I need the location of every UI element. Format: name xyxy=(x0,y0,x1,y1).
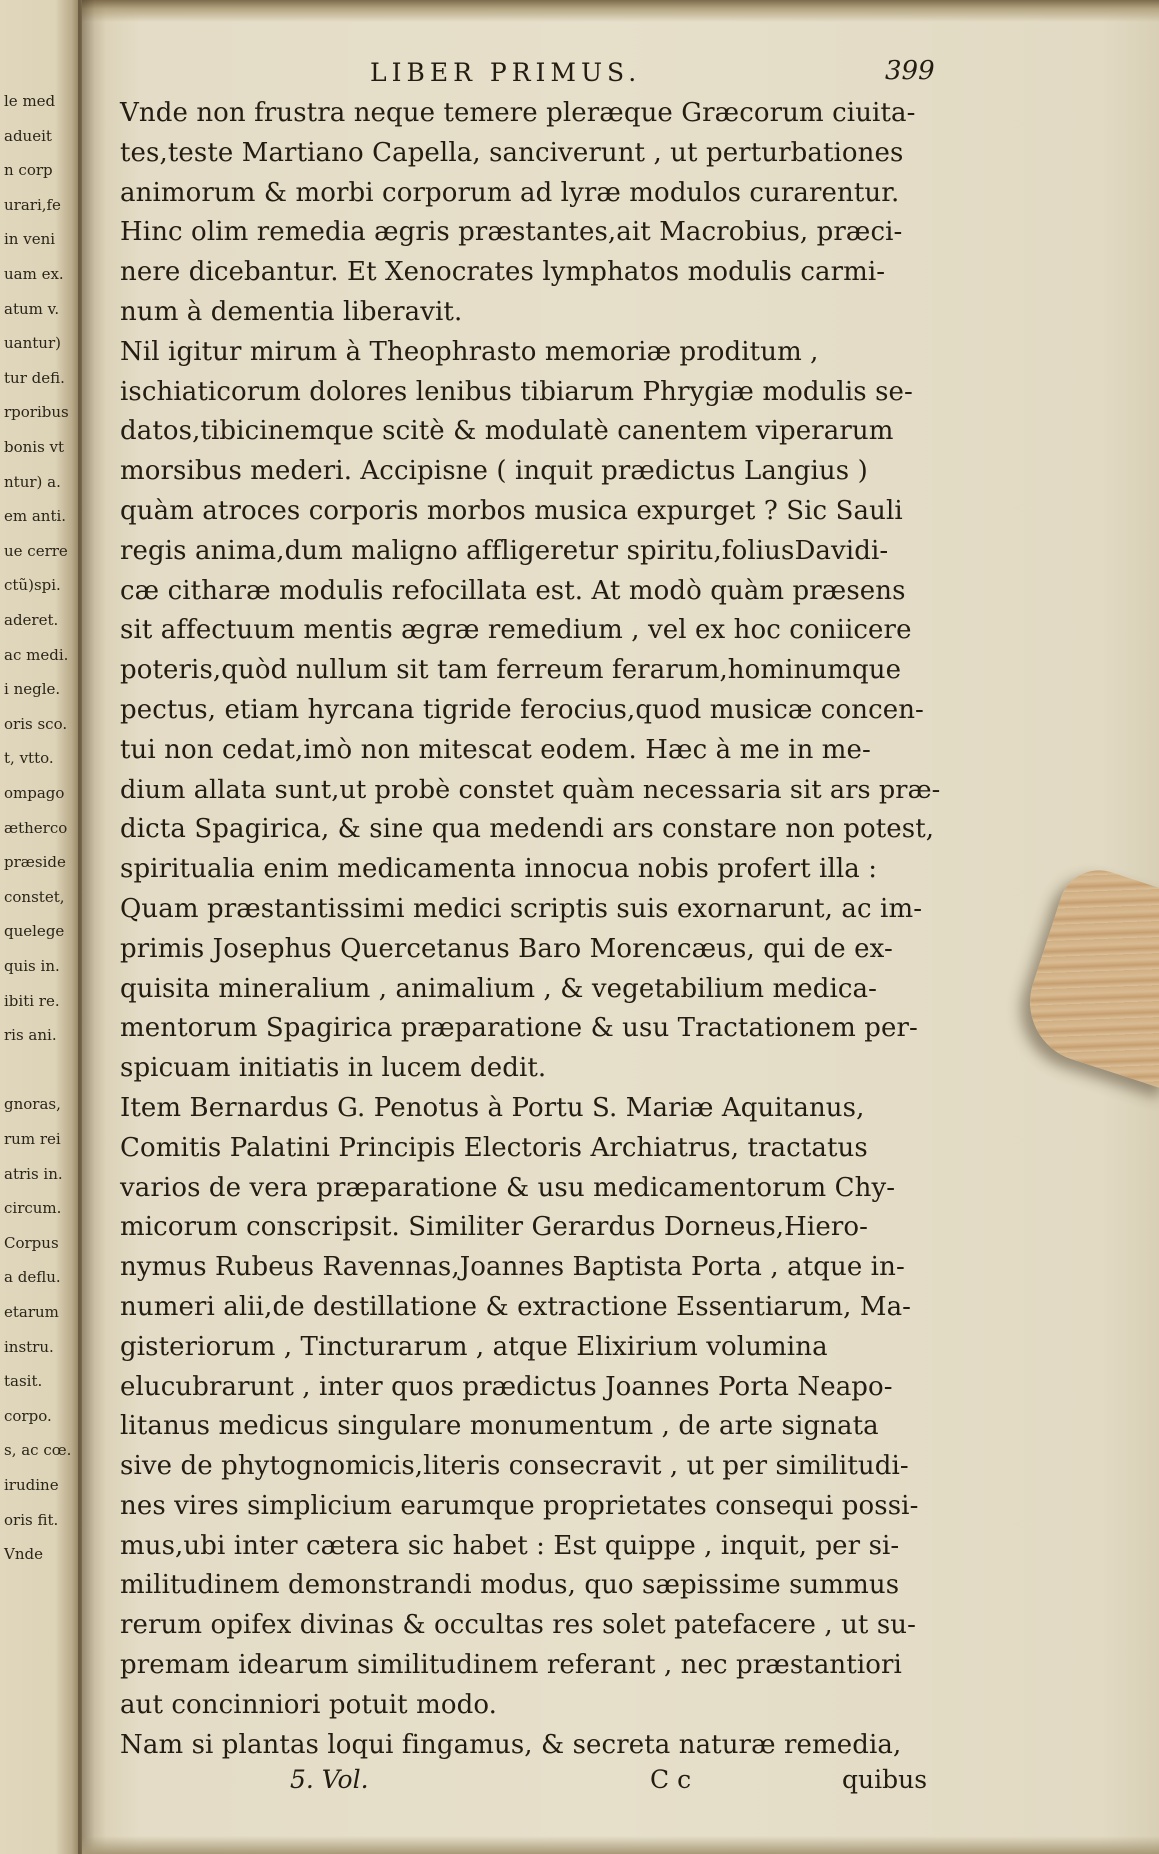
left-page-fragment: constet, xyxy=(4,887,65,906)
book-gutter-shadow xyxy=(78,0,106,1854)
text-line: Item Bernardus G. Penotus à Portu S. Mariæ Aquitanus, xyxy=(120,1092,865,1123)
wooden-page-holder xyxy=(1015,860,1159,1090)
text-line: animorum & morbi corporum ad lyræ modulos curarentur. xyxy=(120,177,900,208)
left-page-fragment: n corp xyxy=(4,161,53,180)
catchword: quibus xyxy=(842,1765,928,1795)
volume-signature: 5. Vol. xyxy=(290,1765,369,1795)
text-line: varios de vera præparatione & usu medicamentorum Chy- xyxy=(120,1172,896,1203)
text-line: micorum conscripsit. Similiter Gerardus Dorneus,Hiero- xyxy=(120,1212,868,1243)
text-line: nere dicebantur. Et Xenocrates lymphatos modulis carmi- xyxy=(120,257,886,288)
text-line: datos,tibicinemque scitè & modulatè canentem viperarum xyxy=(120,416,894,447)
text-line: sive de phytognomicis,literis consecravit , ut per similitudi- xyxy=(120,1451,909,1482)
text-line: spiritualia enim medicamenta innocua nobis profert illa : xyxy=(120,854,878,885)
text-line: num à dementia liberavit. xyxy=(120,296,463,327)
left-page-fragment: uantur) xyxy=(4,334,61,353)
left-page-fragment: le med xyxy=(4,92,56,110)
left-page-fragment: s, ac cœ. xyxy=(4,1441,72,1460)
left-page-fragment: circum. xyxy=(4,1199,62,1218)
text-line: poteris,quòd nullum sit tam ferreum ferarum,hominumque xyxy=(120,655,902,686)
text-line: regis anima,dum maligno affligeretur spiritu,foliusDavidi- xyxy=(120,535,889,566)
text-line: sit affectuum mentis ægræ remedium , vel ex hoc coniicere xyxy=(120,615,912,646)
text-line: premam idearum similitudinem referant , nec præstantiori xyxy=(120,1650,902,1681)
left-page-fragment: gnoras, xyxy=(4,1095,61,1114)
text-line: morsibus mederi. Accipisne ( inquit prædictus Langius ) xyxy=(120,456,868,487)
left-page-fragment: præside xyxy=(4,853,66,872)
left-page-fragment: Vnde xyxy=(4,1545,43,1564)
text-line: Comitis Palatini Principis Electoris Archiatrus, tractatus xyxy=(120,1132,868,1163)
gathering-mark: C c xyxy=(650,1765,692,1795)
left-page-fragment: quis in. xyxy=(4,957,60,975)
text-line: pectus, etiam hyrcana tigride ferocius,quod musicæ concen- xyxy=(120,694,924,725)
text-line: nes vires simplicium earumque proprietates consequi possi- xyxy=(120,1490,919,1521)
text-line: dium allata sunt,ut probè constet quàm necessaria sit ars præ- xyxy=(120,774,941,805)
left-page-fragment: instru. xyxy=(4,1337,54,1356)
running-head: LIBER PRIMUS. xyxy=(370,58,642,87)
left-page-fragment: ætherco xyxy=(4,818,68,837)
left-page-fragment: tur defi. xyxy=(4,368,65,387)
text-line: Nil igitur mirum à Theophrasto memoriæ proditum , xyxy=(120,336,819,367)
left-page-fragment: ris ani. xyxy=(4,1026,57,1045)
text-line: litanus medicus singulare monumentum , de arte signata xyxy=(120,1411,879,1442)
left-page-fragment: etarum xyxy=(4,1303,59,1321)
text-line: aut concinniori potuit modo. xyxy=(120,1689,497,1720)
text-line: rerum opifex divinas & occultas res solet patefacere , ut su- xyxy=(120,1610,917,1641)
left-page-fragment: irudine xyxy=(4,1476,59,1494)
left-page-fragment: tasit. xyxy=(4,1372,43,1391)
text-line: elucubrarunt , inter quos prædictus Joannes Porta Neapo- xyxy=(120,1371,893,1402)
page-header xyxy=(130,56,950,92)
left-page-fragment: ue cerre xyxy=(4,541,68,560)
text-line: militudinem demonstrandi modus, quo sæpissime summus xyxy=(120,1570,900,1601)
page-number: 399 xyxy=(885,56,935,86)
text-line: Quam præstantissimi medici scriptis suis exornarunt, ac im- xyxy=(120,893,923,924)
left-page-fragment: Corpus xyxy=(4,1233,59,1252)
text-line: spicuam initiatis in lucem dedit. xyxy=(120,1053,547,1084)
left-page-fragment: in veni xyxy=(4,230,56,249)
left-page-fragment: ac medi. xyxy=(4,645,69,664)
left-page-fragment: bonis vt xyxy=(4,438,65,456)
text-line: mus,ubi inter cætera sic habet : Est quippe , inquit, per si- xyxy=(120,1530,900,1561)
text-line: ischiaticorum dolores lenibus tibiarum Phrygiæ modulis se- xyxy=(120,376,913,407)
text-line: Nam si plantas loqui fingamus, & secreta naturæ remedia, xyxy=(120,1729,902,1760)
left-page-fragment: corpo. xyxy=(4,1406,52,1425)
top-page-edge xyxy=(70,0,1159,22)
left-page-fragment: urari,fe xyxy=(4,195,61,214)
text-line: cæ citharæ modulis refocillata est. At modò quàm præsens xyxy=(120,575,906,606)
previous-page-strip xyxy=(0,0,82,1854)
left-page-fragment: ntur) a. xyxy=(4,472,61,491)
left-page-fragment: ctũ)spi. xyxy=(4,576,61,595)
text-line: gisteriorum , Tincturarum , atque Elixirium volumina xyxy=(120,1331,828,1362)
left-page-fragment: adueit xyxy=(4,126,52,145)
text-line: Vnde non frustra neque temere pleræque Græcorum ciuita- xyxy=(120,98,916,128)
text-line: nymus Rubeus Ravennas,Joannes Baptista Porta , atque in- xyxy=(120,1252,905,1283)
text-line: tes,teste Martiano Capella, sanciverunt , ut perturbationes xyxy=(120,137,904,168)
body-text xyxy=(120,94,950,1765)
left-page-fragment: atum v. xyxy=(4,299,60,318)
left-page-fragment: em anti. xyxy=(4,507,67,526)
text-line: mentorum Spagirica præparatione & usu Tractationem per- xyxy=(120,1013,918,1044)
bottom-page-edge xyxy=(82,1836,1159,1854)
left-page-fragment: i negle. xyxy=(4,680,61,699)
left-page-fragment: quelege xyxy=(4,922,65,941)
text-line: quàm atroces corporis morbos musica expurget ? Sic Sauli xyxy=(120,495,903,526)
left-page-fragment: aderet. xyxy=(4,611,59,629)
left-page-fragment: rum rei xyxy=(4,1130,61,1148)
left-page-fragment: atris in. xyxy=(4,1164,63,1183)
left-page-fragment: ompago xyxy=(4,784,65,802)
left-page-fragment: uam ex. xyxy=(4,265,64,283)
left-page-fragment: t, vtto. xyxy=(4,749,54,768)
left-page-fragment: a deflu. xyxy=(4,1268,61,1287)
text-line: Hinc olim remedia ægris præstantes,ait Macrobius, præci- xyxy=(120,217,903,248)
book-page xyxy=(120,56,950,1801)
left-page-fragment: oris sco. xyxy=(4,714,68,733)
left-page-fragment: rporibus xyxy=(4,403,69,422)
text-line: numeri alii,de destillatione & extractione Essentiarum, Ma- xyxy=(120,1291,912,1322)
text-line: primis Josephus Quercetanus Baro Morencæus, qui de ex- xyxy=(120,933,893,964)
left-page-fragment: oris fit. xyxy=(4,1510,59,1529)
left-page-fragment: ibiti re. xyxy=(4,991,60,1010)
text-line: quisita mineralium , animalium , & vegetabilium medica- xyxy=(120,973,878,1004)
text-line: tui non cedat,imò non mitescat eodem. Hæc à me in me- xyxy=(120,734,871,765)
text-line: dicta Spagirica, & sine qua medendi ars constare non potest, xyxy=(120,814,935,845)
page-footer xyxy=(120,1765,950,1801)
